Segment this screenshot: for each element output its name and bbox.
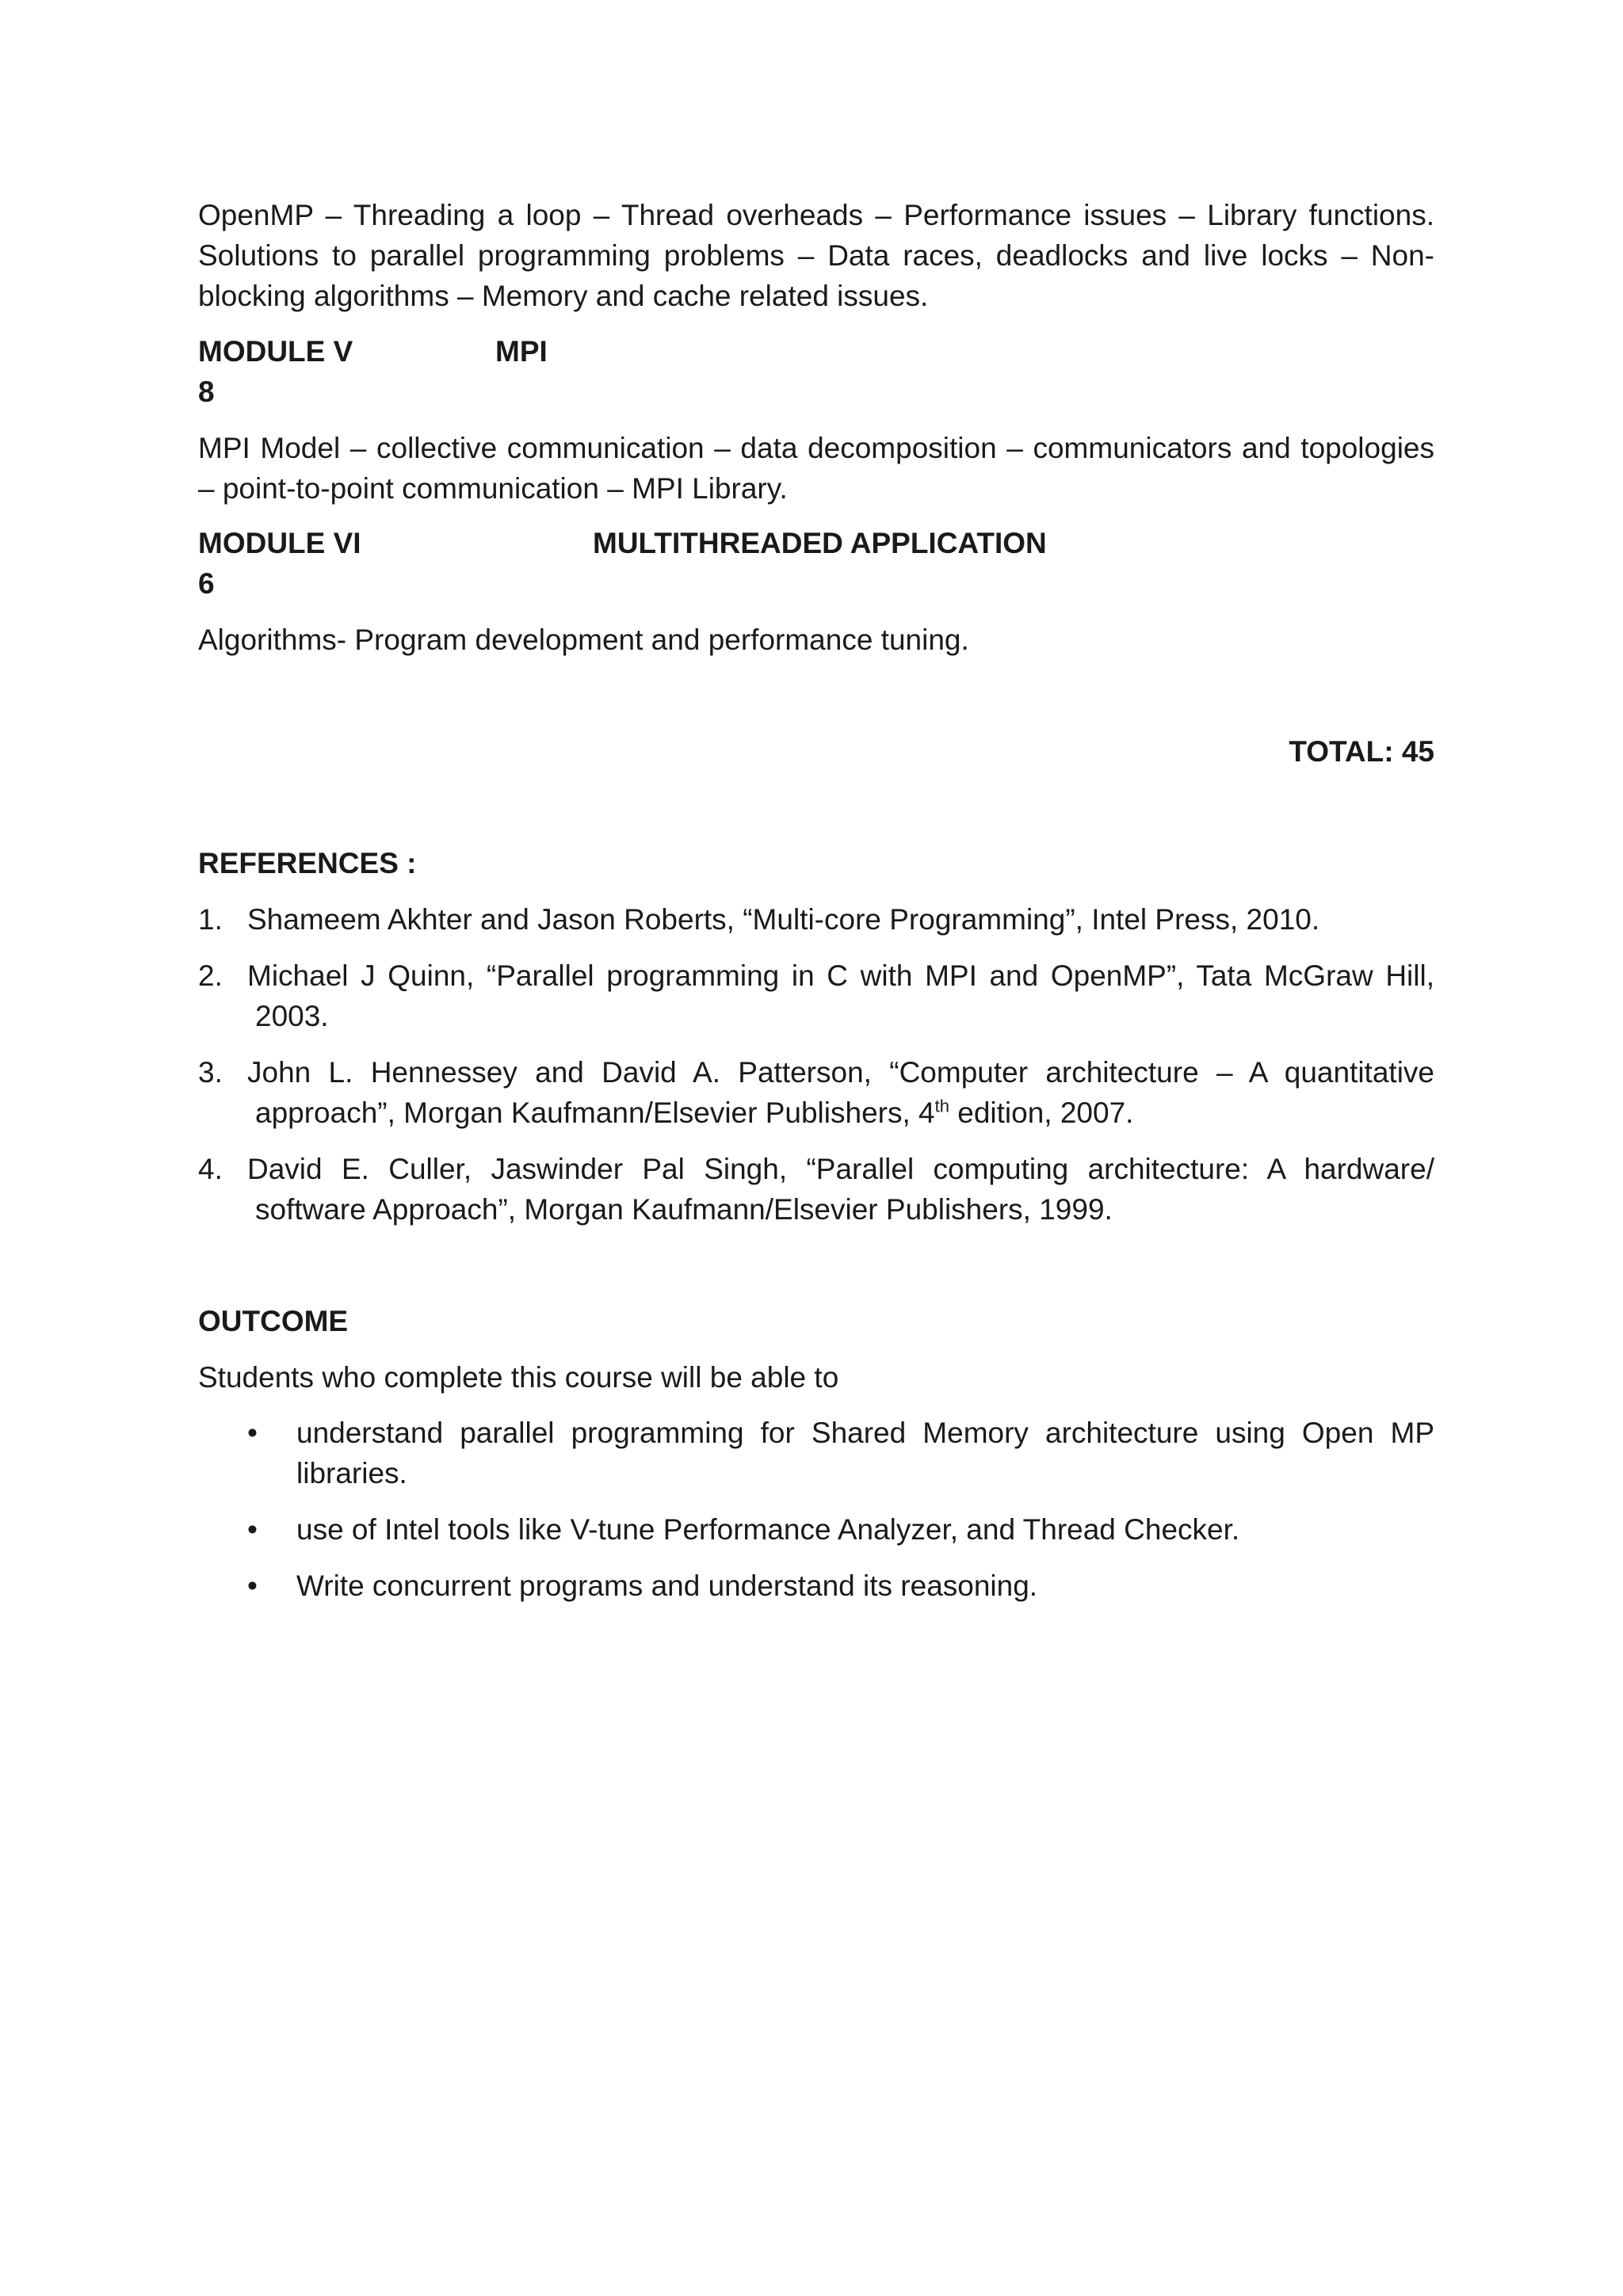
module-5-heading [198,331,1434,412]
reference-item [198,955,1434,1036]
references-heading: REFERENCES : [198,847,417,879]
outcome-item [198,1413,1434,1493]
intro-paragraph: OpenMP – Threading a loop – Thread overheads – Performance issues – Library functions. Solutions to parallel programming problems – Data races, deadlocks and live locks – Non-blocking algorithms – Memory and cache related issues. [198,199,1434,312]
outcome-item [198,1566,1434,1606]
superscript-th: th [934,1096,949,1116]
module-6-hours: 6 [198,567,215,600]
outcome-text: understand parallel programming for Shared Memory architecture using Open MP libraries. [296,1417,1434,1489]
bullet-icon: • [247,1513,258,1546]
module-5-hours: 8 [198,376,215,408]
module-6-title: MULTITHREADED APPLICATION [593,527,1047,559]
reference-number: 3. [198,1056,223,1089]
module-5-title: MPI [495,335,548,368]
outcome-list [198,1413,1434,1606]
reference-item [198,899,1434,940]
outcome-text: use of Intel tools like V-tune Performance Analyzer, and Thread Checker. [296,1513,1240,1546]
reference-text: David E. Culler, Jaswinder Pal Singh, “Parallel computing architecture: A hardware/ software Approach”, Morgan Kaufmann/Elsevier Publishers, 1999. [247,1153,1434,1226]
total-hours: TOTAL: 45 [1289,735,1434,768]
module-5-text: MPI Model – collective communication – data decomposition – communicators and topologies – point-to-point communication – MPI Library. [198,432,1434,505]
references-list [198,899,1434,1230]
reference-item [198,1052,1434,1133]
bullet-icon: • [247,1569,258,1602]
outcome-text: Write concurrent programs and understand its reasoning. [296,1569,1038,1602]
reference-text: Shameem Akhter and Jason Roberts, “Multi-core Programming”, Intel Press, 2010. [247,903,1320,936]
document-page [198,0,1434,2296]
reference-item [198,1149,1434,1230]
module-5-label: MODULE V [198,335,353,368]
outcome-item [198,1509,1434,1550]
module-6-label: MODULE VI [198,527,361,559]
outcome-intro: Students who complete this course will be able to [198,1361,839,1394]
module-6-heading [198,523,1434,604]
bullet-icon: • [247,1417,258,1449]
module-6-text: Algorithms- Program development and performance tuning. [198,624,969,656]
outcome-heading: OUTCOME [198,1305,349,1337]
reference-number: 2. [198,959,223,992]
reference-text: John L. Hennessey and David A. Patterson, “Computer architecture – A quantitative approach”, Morgan Kaufmann/Elsevier Publishers, 4th edition, 2007. [247,1056,1434,1129]
reference-number: 1. [198,903,223,936]
reference-text: Michael J Quinn, “Parallel programming in C with MPI and OpenMP”, Tata McGraw Hill, 2003. [247,959,1434,1032]
reference-number: 4. [198,1153,223,1185]
